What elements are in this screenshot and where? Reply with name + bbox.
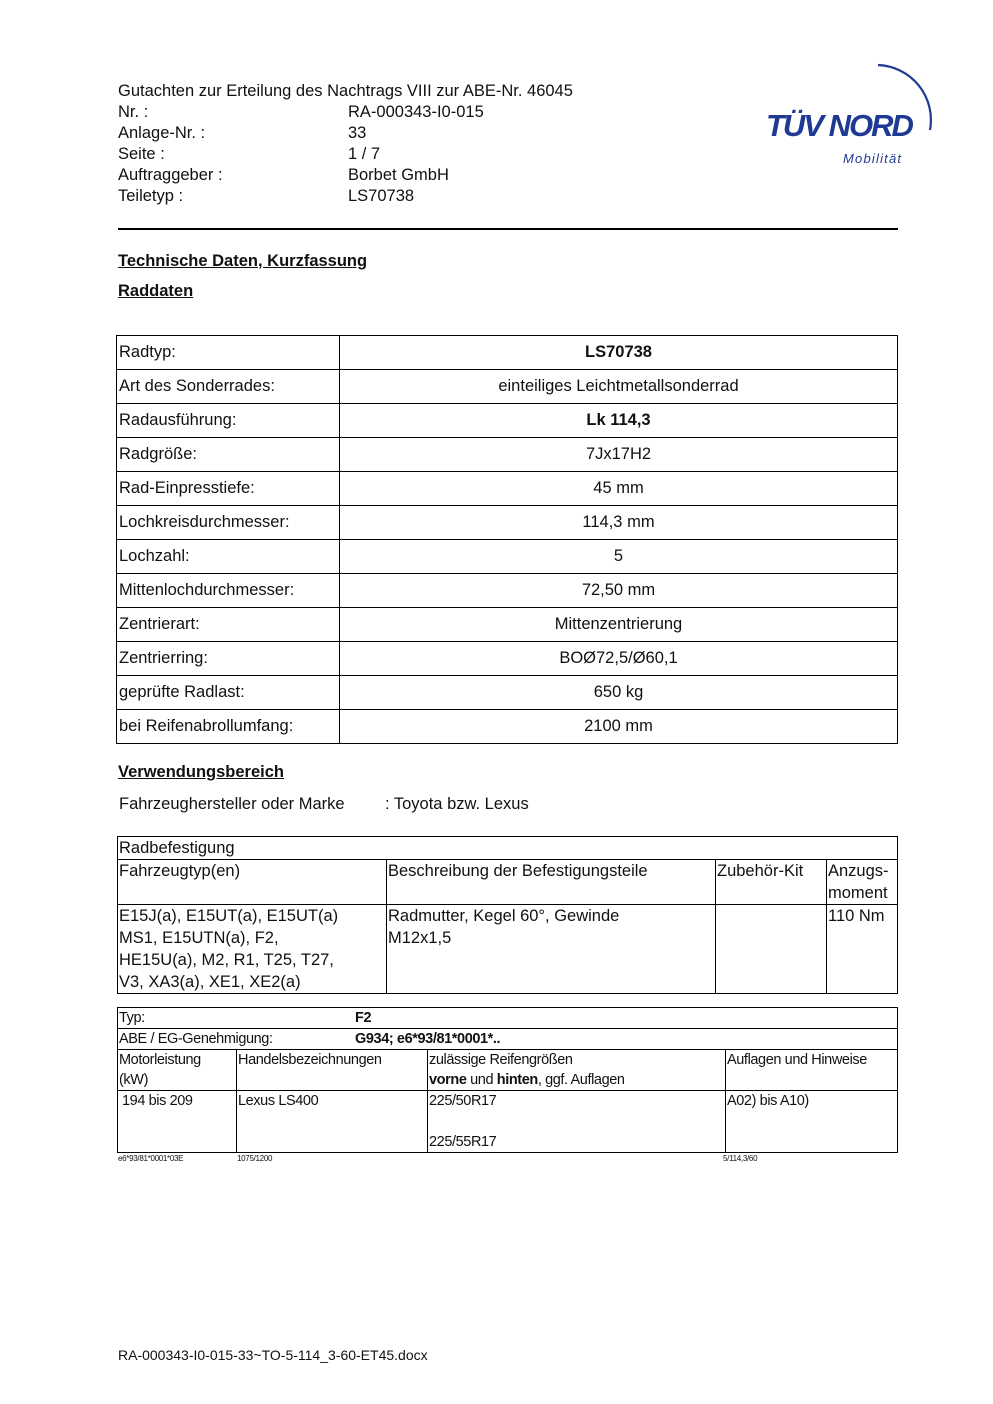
raddaten-value: 45 mm [340,472,898,506]
raddaten-label: Zentrierart: [117,608,340,642]
tuv-nord-logo [760,55,945,170]
raddaten-value: Mittenzentrierung [340,608,898,642]
und-label: und [466,1072,497,1088]
raddaten-label: geprüfte Radlast: [117,676,340,710]
table-row [117,438,898,472]
header-field-seite [118,144,618,165]
header-label: Teiletyp : [118,187,184,205]
raddaten-label: Art des Sonderrades: [117,370,340,404]
header-field-teiletyp [118,186,618,207]
section-title-verwendungsbereich: Verwendungsbereich [118,763,284,781]
typ-label: Typ: [119,1010,145,1026]
table-row [118,837,898,860]
vorne-label: vorne [429,1072,467,1088]
header-value: LS70738 [348,187,415,205]
col-motorleistung [118,1050,237,1091]
col-reifengroessen [428,1050,726,1091]
col-reifengroessen-b [429,1070,724,1090]
radbefestigung-table [117,836,898,994]
abe-row [118,1029,898,1050]
header-value: 33 [348,124,367,142]
table-row [118,905,898,994]
abe-cell [118,1029,898,1050]
type-line: V3, XA3(a), XE1, XE2(a) [119,973,301,991]
hersteller-label: Fahrzeughersteller oder Marke [119,795,345,813]
typ-value: F2 [355,1010,372,1026]
logo-subtitle: Mobilität [843,151,903,166]
tyre-size: 225/50R17 [429,1093,497,1109]
table-row [117,540,898,574]
section-title-technische-daten: Technische Daten, Kurzfassung [118,252,368,270]
tyre-size: 225/55R17 [429,1134,497,1150]
cell-handelsname: Lexus LS400 [237,1091,428,1153]
header-label: Auftraggeber : [118,166,223,184]
cell-zubehoer [716,905,827,994]
header-label: Nr. : [118,103,149,121]
abe-value: G934; e6*93/81*0001*.. [355,1031,501,1047]
header-field-auftraggeber [118,165,618,186]
table-row [117,370,898,404]
raddaten-value: 5 [340,540,898,574]
type-line: E15J(a), E15UT(a), E15UT(a) [119,907,339,925]
raddaten-label: Lochkreisdurchmesser: [117,506,340,540]
cell-beschreibung [387,905,716,994]
col-zubehoer: Zubehör-Kit [716,860,827,905]
cell-hinweise: A02) bis A10) [726,1091,898,1153]
document-title: Gutachten zur Erteilung des Nachtrags VIII zur ABE-Nr. 46045 [118,82,573,100]
raddaten-label: Lochzahl: [117,540,340,574]
table-row [117,608,898,642]
cell-reifen [428,1091,726,1153]
header-divider [118,228,898,230]
raddaten-value: 7Jx17H2 [340,438,898,472]
raddaten-label: Radausführung: [117,404,340,438]
befestigung-title: Radbefestigung [118,837,898,860]
typ-footnote-2: 1075/1200 [237,1154,273,1163]
type-line: MS1, E15UTN(a), F2, [119,929,279,947]
raddaten-value: 114,3 mm [340,506,898,540]
header-label: Anlage-Nr. : [118,124,206,142]
header-value: 1 / 7 [348,145,381,163]
header-value: RA-000343-I0-015 [348,103,484,121]
col-motorleistung-b: (kW) [119,1072,148,1088]
hersteller-value: : Toyota bzw. Lexus [385,795,529,813]
raddaten-value: LS70738 [340,336,898,370]
raddaten-label: Radgröße: [117,438,340,472]
raddaten-label: Zentrierring: [117,642,340,676]
raddaten-value: einteiliges Leichtmetallsonderrad [340,370,898,404]
typ-footnote-3: 5/114,3/60 [723,1154,758,1163]
typ-header-row [118,1050,898,1091]
table-row [117,676,898,710]
header-field-nr [118,102,618,123]
col-anzugsmoment [827,860,898,905]
logo-wordmark: TÜV NORD [766,108,912,143]
hinten-label: hinten [496,1072,538,1088]
raddaten-value: BOØ72,5/Ø60,1 [340,642,898,676]
typ-data-row [118,1091,898,1153]
table-row [117,710,898,744]
header-label: Seite : [118,145,165,163]
col-anzugsmoment-b: moment [828,884,888,902]
section-title-raddaten: Raddaten [118,282,194,300]
desc-line: Radmutter, Kegel 60°, Gewinde [388,907,620,925]
header-value: Borbet GmbH [348,166,449,184]
col-auflagen: Auflagen und Hinweise [726,1050,898,1091]
table-row [117,574,898,608]
typ-row [118,1008,898,1029]
raddaten-label: Radtyp: [117,336,340,370]
hersteller-line [119,795,529,814]
header-field-anlage [118,123,618,144]
col-fahrzeugtyp: Fahrzeugtyp(en) [118,860,387,905]
cell-fahrzeugtypen [118,905,387,994]
desc-line: M12x1,5 [388,929,452,947]
table-row [117,506,898,540]
raddaten-table [116,335,898,744]
document-filename: RA-000343-I0-015-33~TO-5-114_3-60-ET45.docx [118,1347,428,1363]
table-row [117,404,898,438]
table-row [117,642,898,676]
col-beschreibung: Beschreibung der Befestigungsteile [387,860,716,905]
type-line: HE15U(a), M2, R1, T25, T27, [119,951,334,969]
table-row [117,472,898,506]
abe-label: ABE / EG-Genehmigung: [119,1031,273,1047]
raddaten-label: Mittenlochdurchmesser: [117,574,340,608]
typ-footnote-1: e6*93/81*0001*03E [118,1154,184,1163]
col-motorleistung-a: Motorleistung [119,1052,201,1068]
col-handelsbezeichnungen: Handelsbezeichnungen [237,1050,428,1091]
typ-table [117,1007,898,1153]
auflagen-label: , ggf. Auflagen [537,1072,625,1088]
cell-anzugsmoment: 110 Nm [827,905,898,994]
table-header-row [118,860,898,905]
table-row [117,336,898,370]
raddaten-value: 2100 mm [340,710,898,744]
raddaten-value: Lk 114,3 [340,404,898,438]
raddaten-label: Rad-Einpresstiefe: [117,472,340,506]
col-anzugsmoment-a: Anzugs- [828,862,889,880]
typ-cell [118,1008,898,1029]
raddaten-value: 650 kg [340,676,898,710]
raddaten-label: bei Reifenabrollumfang: [117,710,340,744]
raddaten-value: 72,50 mm [340,574,898,608]
col-reifengroessen-a: zulässige Reifengrößen [429,1052,573,1068]
cell-power: 194 bis 209 [118,1091,237,1153]
